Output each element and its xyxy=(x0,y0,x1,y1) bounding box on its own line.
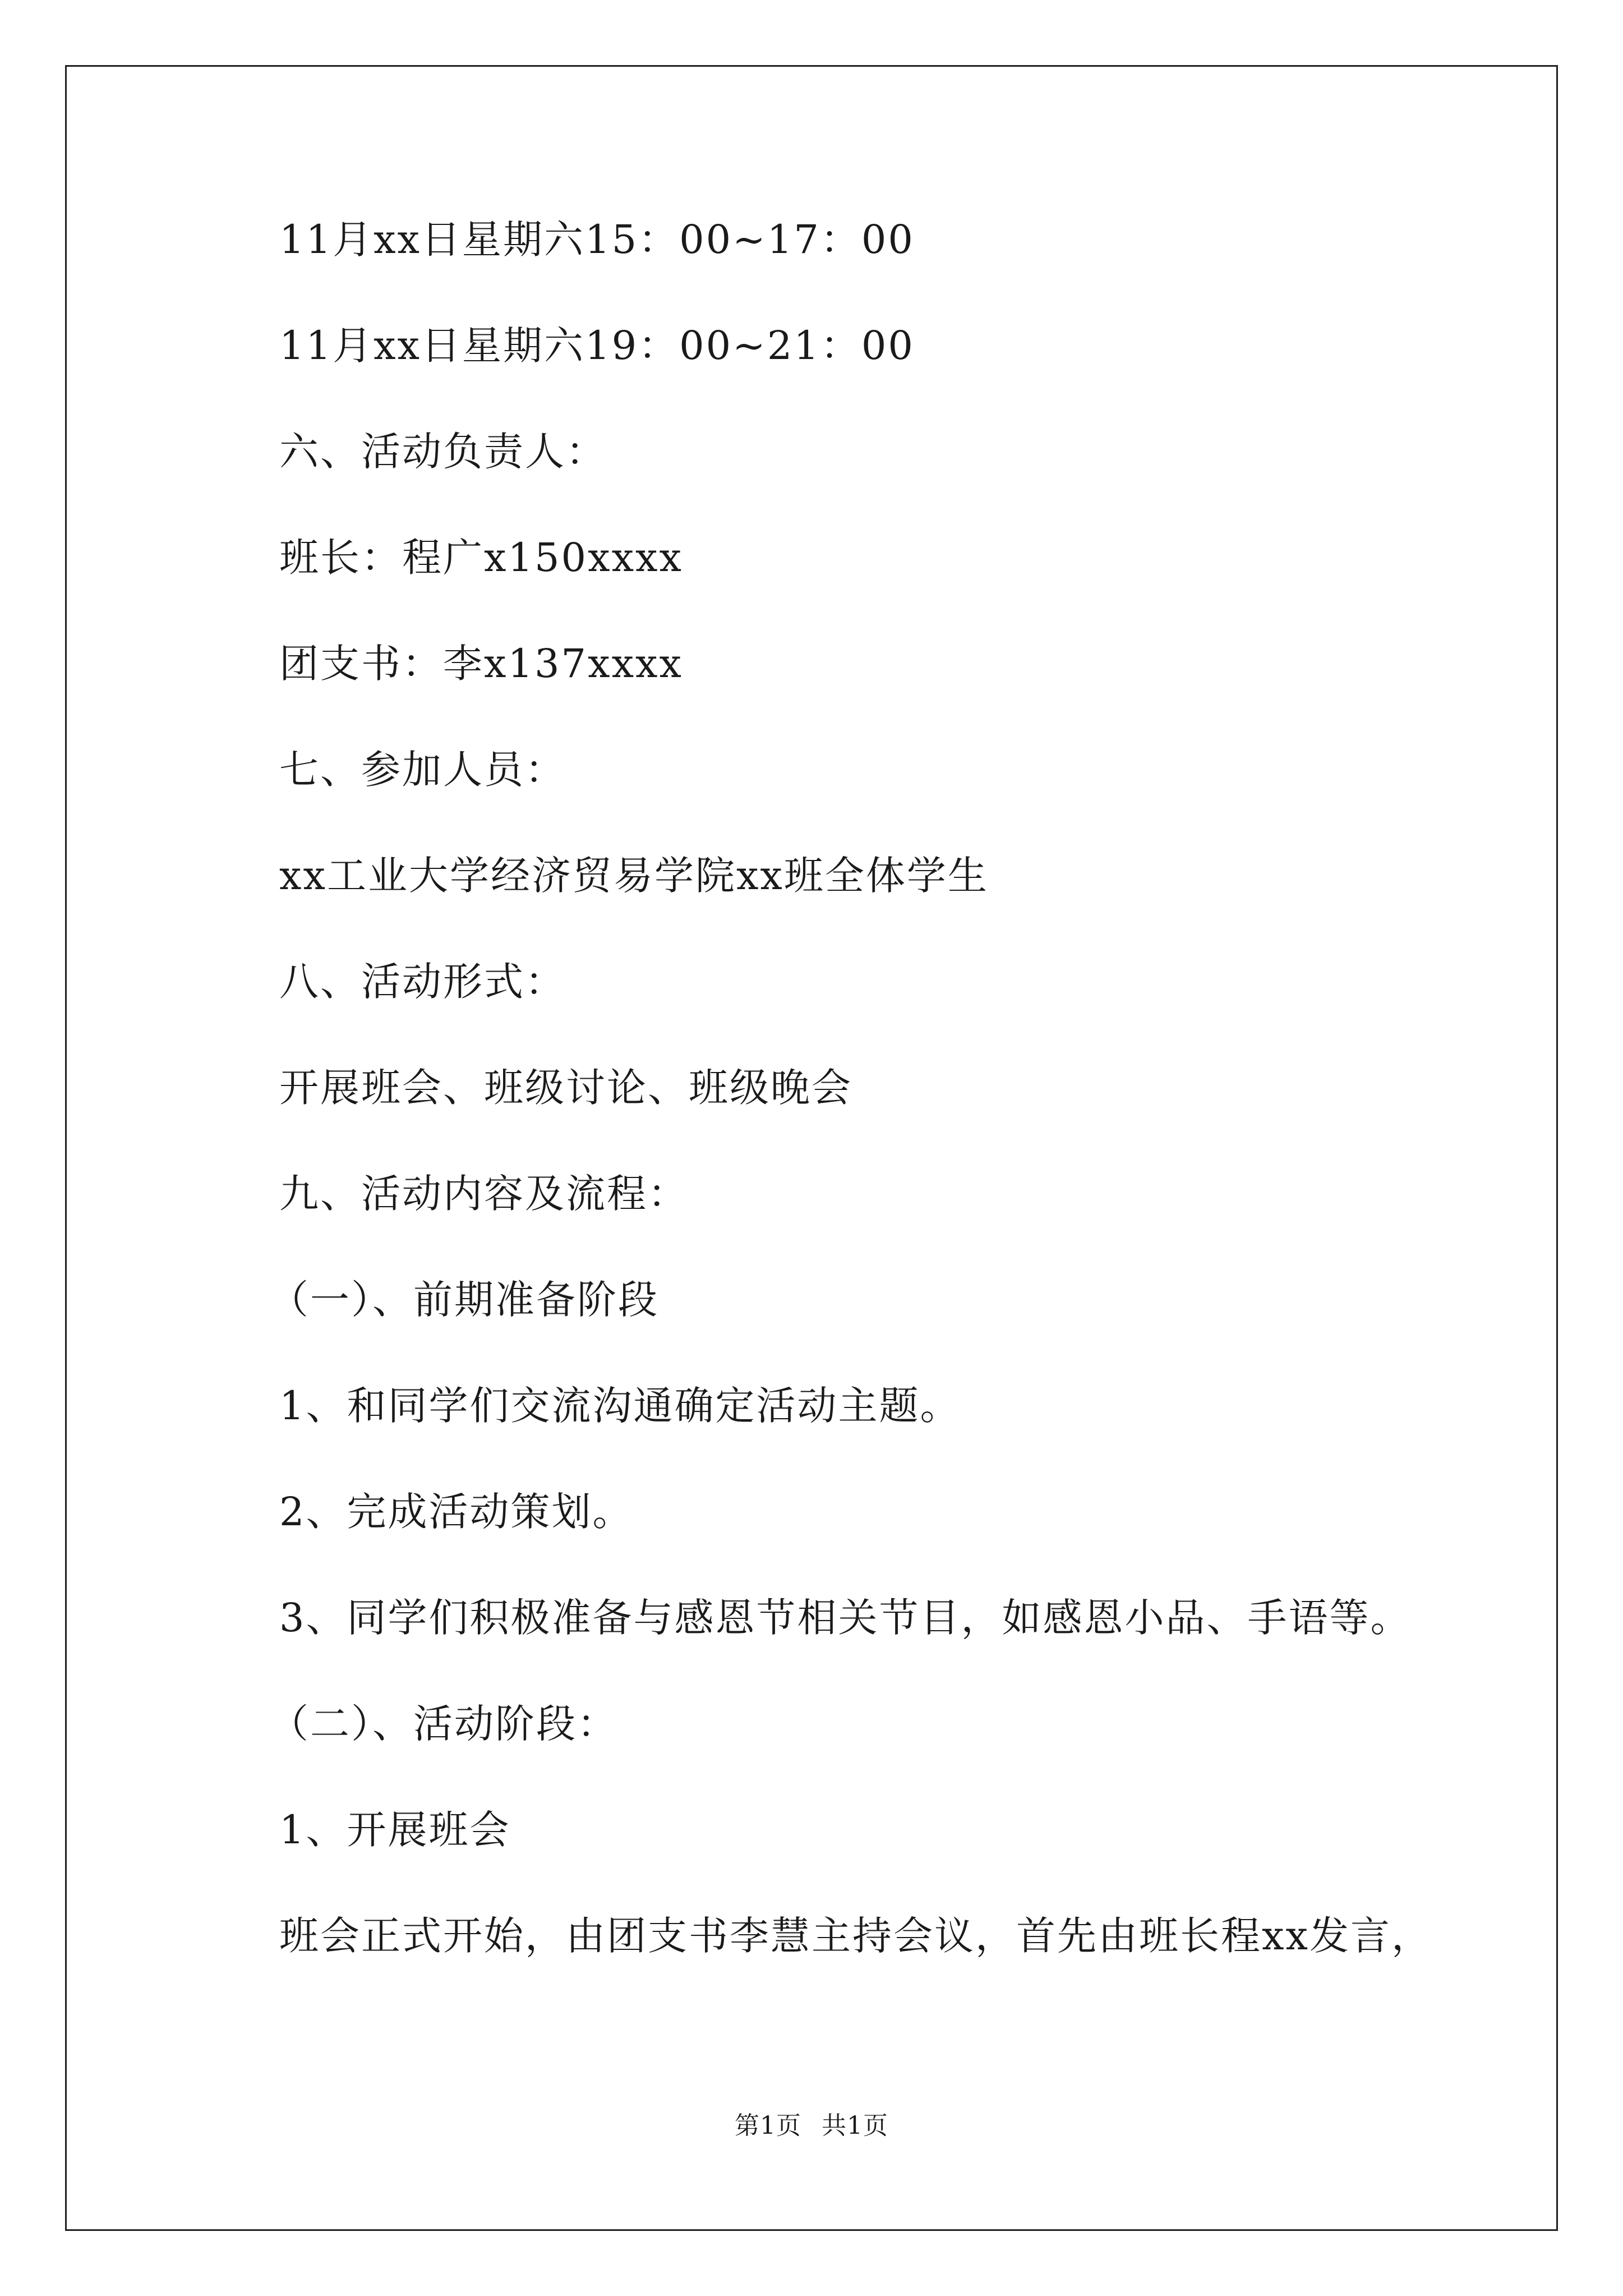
subsection-heading-2: （二）、活动阶段： xyxy=(269,1701,618,1747)
prep-step-3: 3、同学们积极准备与感恩节相关节目，如感恩小品、手语等。 xyxy=(279,1595,1412,1641)
subsection-heading-1: （一）、前期准备阶段 xyxy=(269,1277,659,1323)
page-number: 第1页 xyxy=(735,2111,801,2140)
section-heading-9: 九、活动内容及流程： xyxy=(279,1171,689,1217)
class-monitor-line: 班长：程广x150xxxx xyxy=(279,535,683,581)
schedule-line-2: 11月xx日星期六19：00~21：00 xyxy=(279,323,915,369)
page-footer xyxy=(0,2109,1623,2143)
prep-step-2: 2、完成活动策划。 xyxy=(279,1489,634,1535)
section-heading-8: 八、活动形式： xyxy=(279,959,566,1005)
section-heading-6: 六、活动负责人： xyxy=(279,429,607,475)
prep-step-1: 1、和同学们交流沟通确定活动主题。 xyxy=(279,1383,961,1429)
league-secretary-line: 团支书：李x137xxxx xyxy=(279,641,683,687)
section-heading-7: 七、参加人员： xyxy=(279,747,566,793)
page-total: 共1页 xyxy=(822,2111,888,2140)
participants-line: xx工业大学经济贸易学院xx班全体学生 xyxy=(279,853,989,899)
paragraph-line: 班会正式开始，由团支书李慧主持会议，首先由班长程xx发言， xyxy=(279,1913,1432,1959)
activity-form-line: 开展班会、班级讨论、班级晚会 xyxy=(279,1065,852,1111)
activity-step-1: 1、开展班会 xyxy=(279,1807,511,1853)
schedule-line-1: 11月xx日星期六15：00~17：00 xyxy=(279,217,915,263)
